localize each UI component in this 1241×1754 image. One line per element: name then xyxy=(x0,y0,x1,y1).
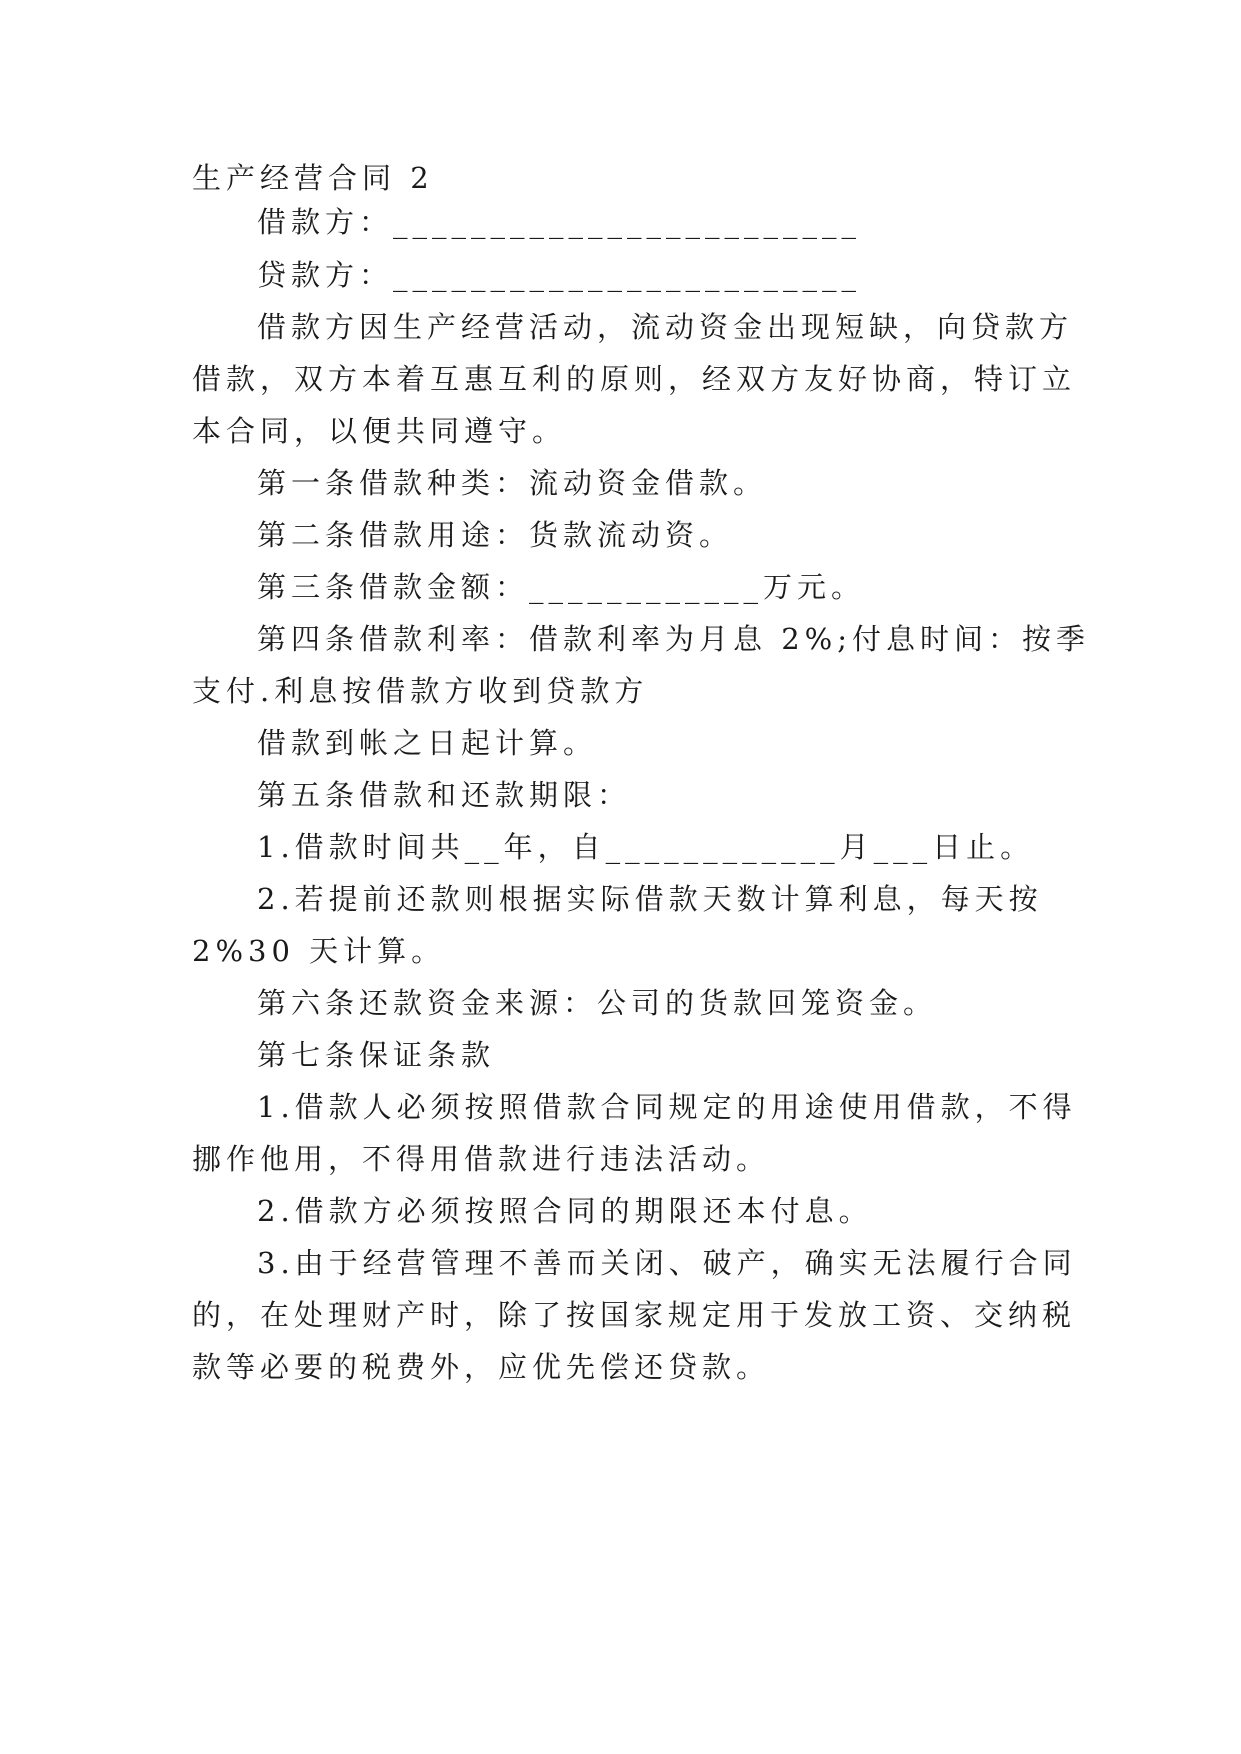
paragraph-line: 借款方因生产经营活动，流动资金出现短缺，向贷款方 xyxy=(257,310,1074,344)
clause-6: 第六条还款资金来源：公司的货款回笼资金。 xyxy=(257,986,938,1020)
clause-5-item-2: 2.若提前还款则根据实际借款天数计算利息，每天按 xyxy=(257,882,1043,916)
clause-7-item-1: 1.借款人必须按照借款合同规定的用途使用借款，不得 xyxy=(257,1090,1077,1124)
clause-7-item-3: 3.由于经营管理不善而关闭、破产，确实无法履行合同 xyxy=(257,1246,1077,1280)
paragraph-line: 款等必要的税费外，应优先偿还贷款。 xyxy=(192,1350,771,1384)
clause-1: 第一条借款种类：流动资金借款。 xyxy=(257,466,768,500)
paragraph-line: 2%30 天计算。 xyxy=(192,934,446,968)
clause-7-item-2: 2.借款方必须按照合同的期限还本付息。 xyxy=(257,1194,873,1228)
paragraph-line: 借款到帐之日起计算。 xyxy=(257,726,598,760)
clause-7: 第七条保证条款 xyxy=(257,1038,496,1072)
paragraph-line: 借款，双方本着互惠互利的原则，经双方友好协商，特订立 xyxy=(192,362,1077,396)
paragraph-line: 挪作他用，不得用借款进行违法活动。 xyxy=(192,1142,771,1176)
paragraph-line: 的，在处理财产时，除了按国家规定用于发放工资、交纳税 xyxy=(192,1298,1077,1332)
paragraph-line: 本合同，以便共同遵守。 xyxy=(192,414,567,448)
clause-4: 第四条借款利率：借款利率为月息 2%;付息时间：按季 xyxy=(257,622,1090,656)
document-title: 生产经营合同 2 xyxy=(192,161,434,195)
clause-5-item-1: 1.借款时间共__年，自____________月___日止。 xyxy=(257,830,1035,864)
lender-field: 贷款方：________________________ xyxy=(257,258,862,292)
clause-3: 第三条借款金额：____________万元。 xyxy=(257,570,866,604)
clause-5: 第五条借款和还款期限： xyxy=(257,778,632,812)
borrower-field: 借款方：________________________ xyxy=(257,205,862,239)
paragraph-line: 支付.利息按借款方收到贷款方 xyxy=(192,674,649,708)
clause-2: 第二条借款用途：货款流动资。 xyxy=(257,518,734,552)
